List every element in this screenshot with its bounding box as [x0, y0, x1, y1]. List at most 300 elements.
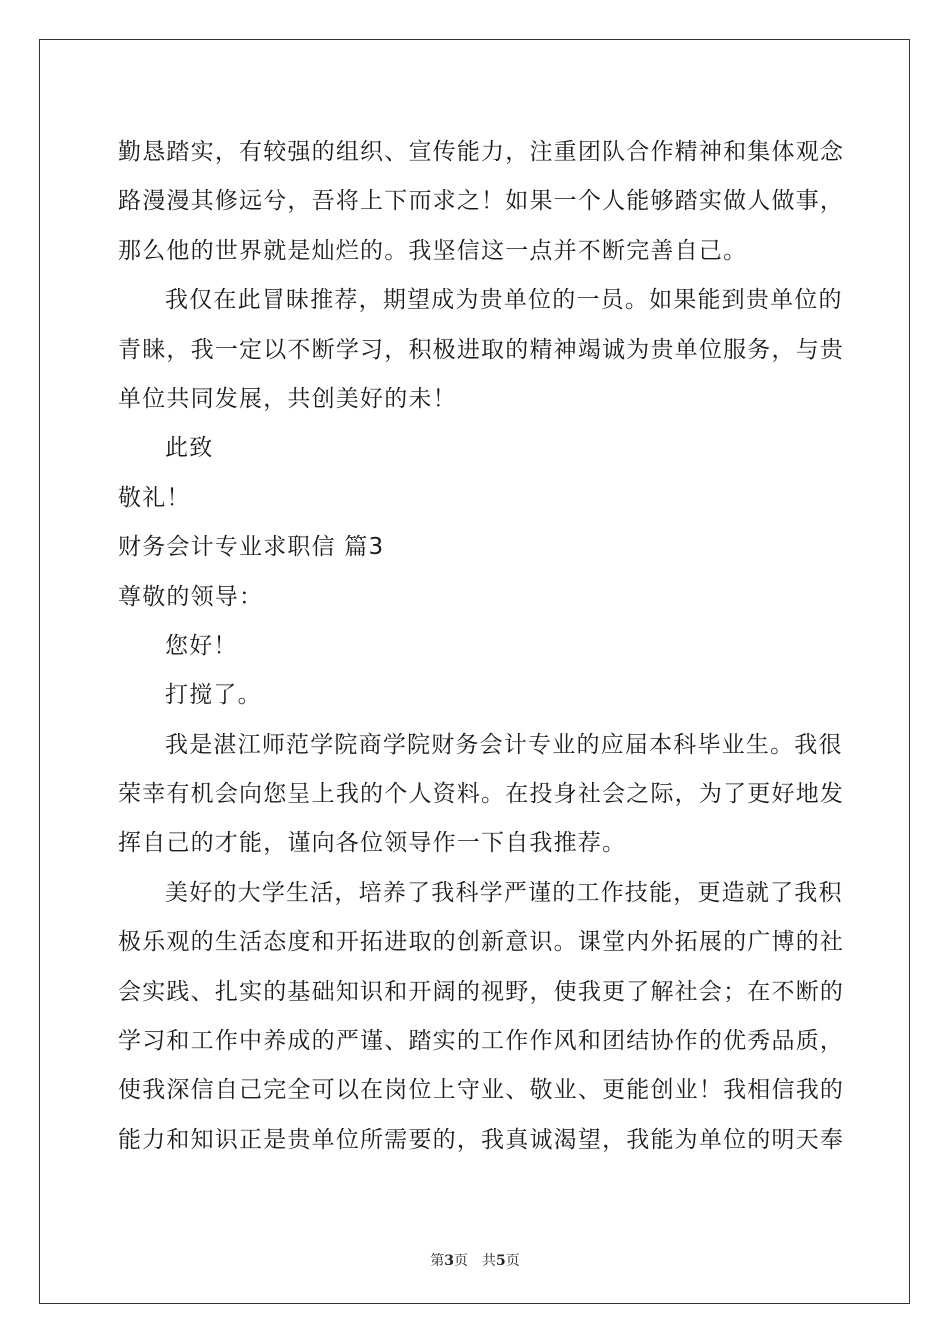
text-char: 敬	[529, 1077, 554, 1104]
text-char: 团	[577, 139, 603, 165]
text-char: 作	[650, 139, 675, 165]
text-char: 所	[360, 1126, 385, 1153]
text-char: 实	[239, 978, 264, 1005]
text-char: 的	[213, 879, 238, 906]
text-char: 商	[358, 731, 383, 758]
text-char: 创	[456, 929, 482, 956]
text-char: 。	[770, 731, 795, 758]
text-line	[118, 1066, 845, 1115]
text-char: 下	[384, 188, 409, 215]
closing-regards: 敬礼！	[118, 484, 191, 511]
text-char: 作	[214, 1028, 240, 1055]
text-char: 学	[261, 879, 287, 906]
text-char: 冒	[261, 287, 287, 314]
text-char: 如	[505, 188, 530, 215]
text-char: 。	[481, 781, 506, 808]
text-char: 优	[723, 1028, 748, 1055]
text-char: 养	[382, 879, 408, 906]
text-char: 外	[650, 929, 675, 956]
text-char: ，	[334, 879, 359, 906]
text-char: 诚	[602, 336, 627, 363]
text-char: 成	[287, 1028, 312, 1055]
text-char: 品	[771, 1028, 796, 1055]
text-char: 一	[553, 188, 578, 215]
text-char: 做	[723, 188, 748, 215]
text-char: 的	[747, 1126, 772, 1153]
text-line	[118, 326, 845, 375]
text-char: 活	[310, 879, 335, 906]
text-char: ，	[819, 1028, 845, 1055]
text-char: 野	[505, 978, 530, 1005]
text-char: 质	[795, 1028, 820, 1055]
text-char: 而	[408, 188, 433, 215]
text-char: 科	[455, 879, 480, 906]
text-char: 如	[649, 287, 674, 314]
text-char: ，	[674, 781, 699, 808]
text-char: 贵	[650, 336, 675, 363]
text-char: 有	[166, 781, 191, 808]
text-char: 届	[624, 731, 650, 758]
text-char: 生	[214, 929, 240, 956]
text-char: 取	[481, 336, 506, 363]
text-char: 位	[698, 336, 724, 363]
text-char: 生	[286, 879, 311, 906]
text-char: 。	[553, 929, 578, 956]
text-char: ！	[698, 1077, 724, 1104]
text-char: 我	[723, 1077, 748, 1104]
text-char: 了	[407, 879, 432, 906]
text-char: 会	[602, 781, 627, 808]
text-char: 、	[505, 1077, 530, 1104]
text-char: 我	[794, 879, 819, 906]
text-char: 大	[237, 879, 262, 906]
text-char: 是	[189, 731, 214, 758]
text-char: 事	[795, 188, 820, 215]
text-char: 的	[432, 929, 457, 956]
text-char: 以	[263, 336, 288, 363]
text-char: 勤	[118, 139, 143, 165]
text-char: 本	[649, 731, 674, 758]
text-char: 团	[602, 1028, 627, 1055]
text-char: 就	[745, 879, 771, 906]
text-char: 贵	[819, 336, 845, 363]
text-char: 堂	[602, 929, 627, 956]
text-char: 与	[795, 336, 820, 363]
text-char: 技	[624, 879, 650, 906]
text-char: 仅	[189, 287, 214, 314]
text-char: 院	[407, 731, 432, 758]
text-char: 的	[456, 978, 482, 1005]
text-char: 人	[408, 781, 433, 808]
text-char: 宣	[408, 139, 433, 165]
text-char: 不	[287, 336, 312, 363]
text-char: 路	[118, 188, 143, 215]
text-char: 了	[723, 781, 748, 808]
text-char: 习	[360, 336, 385, 363]
text-char: 投	[529, 781, 554, 808]
text-char: 守	[456, 1077, 482, 1104]
text-char: 我	[794, 731, 819, 758]
text-char: 知	[335, 978, 361, 1005]
text-char: 能	[626, 1077, 651, 1104]
text-char: 识	[214, 1126, 240, 1153]
text-char: 漫	[166, 188, 191, 215]
text-char: 我	[795, 1077, 820, 1104]
text-char: 修	[214, 188, 240, 215]
text-char: 重	[553, 139, 578, 165]
text-char: 能	[697, 287, 722, 314]
text-char: 我	[190, 336, 215, 363]
text-char: 深	[166, 1077, 191, 1104]
text-char: 我	[165, 287, 190, 314]
text-char: 谨	[360, 1028, 385, 1055]
text-char: 力	[142, 1126, 167, 1153]
text-char: 实	[142, 978, 167, 1005]
page-prefix: 第	[430, 1253, 445, 1269]
text-char: 学	[479, 879, 504, 906]
text-char: 我	[481, 1126, 506, 1153]
text-char: 创	[650, 1077, 675, 1104]
text-line: 单位共同发展，共创美好的未！	[118, 385, 457, 412]
text-char: 的	[552, 879, 577, 906]
text-char: 实	[190, 139, 215, 165]
text-char: 内	[626, 929, 651, 956]
paragraph-start-line	[118, 869, 843, 918]
text-char: 身	[553, 781, 578, 808]
text-char: 诚	[529, 1126, 554, 1153]
text-char: 有	[239, 139, 264, 165]
text-char: 贵	[479, 287, 504, 314]
text-char: 人	[602, 188, 627, 215]
text-char: 阔	[432, 978, 457, 1005]
text-char: 风	[553, 1028, 578, 1055]
text-char: 员	[600, 287, 625, 314]
paragraph-start-line	[118, 721, 843, 770]
text-char: ，	[673, 879, 698, 906]
text-char: 实	[432, 1028, 457, 1055]
text-char: 踏	[166, 139, 191, 165]
text-char: 幸	[142, 781, 167, 808]
text-line	[118, 1116, 845, 1165]
text-char: 合	[626, 139, 651, 165]
text-char: 较	[263, 139, 288, 165]
text-char: 可	[311, 1077, 336, 1104]
text-char: 了	[626, 978, 651, 1005]
text-char: 和	[166, 1126, 191, 1153]
text-char: 更	[747, 781, 772, 808]
text-char: 单	[311, 1126, 336, 1153]
text-char: 向	[239, 781, 264, 808]
text-line	[118, 918, 845, 967]
text-char: ，	[214, 139, 240, 165]
text-char: 料	[456, 781, 482, 808]
text-char: 使	[553, 978, 578, 1005]
section-heading: 财务会计专业求职信 篇3	[118, 534, 385, 561]
text-char: 远	[239, 188, 264, 215]
text-char: 范	[286, 731, 311, 758]
text-char: ！	[481, 188, 506, 215]
text-char: 会	[118, 978, 143, 1005]
text-char: 课	[577, 929, 603, 956]
text-char: 荣	[118, 781, 143, 808]
text-char: 视	[481, 978, 506, 1005]
text-char: 工	[190, 1028, 215, 1055]
text-char: 的	[552, 287, 577, 314]
text-char: 我	[626, 1126, 651, 1153]
text-char: 工	[576, 879, 601, 906]
text-char: 博	[771, 929, 796, 956]
text-char: 意	[505, 929, 530, 956]
text-char: 极	[118, 929, 143, 956]
text-line	[118, 1017, 845, 1066]
text-char: 信	[190, 1077, 215, 1104]
text-char: 在	[360, 1077, 385, 1104]
text-char: 恳	[142, 139, 167, 165]
text-char: 更	[602, 1077, 627, 1104]
text-char: 乐	[142, 929, 167, 956]
closing-salutation: 此致	[165, 435, 214, 462]
text-char: 上	[311, 781, 336, 808]
text-char: 、	[384, 1028, 409, 1055]
text-char: 观	[166, 929, 191, 956]
text-char: 断	[795, 978, 820, 1005]
text-char: 推	[310, 287, 335, 314]
text-char: 学	[382, 731, 408, 758]
text-char: 单	[674, 336, 699, 363]
text-char: 会	[479, 731, 504, 758]
text-char: 全	[287, 1077, 312, 1104]
page-mid: 页 共	[454, 1253, 496, 1269]
text-char: 以	[335, 1077, 361, 1104]
text-char: 上	[432, 1077, 457, 1104]
text-char: ，	[602, 1126, 627, 1153]
text-line	[118, 128, 845, 177]
text-char: 作	[505, 1028, 530, 1055]
text-char: 漫	[142, 188, 167, 215]
text-char: 能	[626, 188, 651, 215]
text-char: 望	[577, 1126, 603, 1153]
text-char: 其	[190, 188, 215, 215]
text-char: 青	[118, 336, 143, 363]
text-char: 广	[747, 929, 772, 956]
text-char: 岗	[384, 1077, 409, 1104]
text-char: 单	[698, 1126, 724, 1153]
text-char: 学	[118, 1028, 143, 1055]
text-char: 踏	[674, 188, 699, 215]
text-char: 正	[239, 1126, 264, 1153]
text-char: 的	[263, 978, 288, 1005]
text-char: 完	[263, 1077, 288, 1104]
text-char: 专	[528, 731, 553, 758]
text-char: 中	[239, 1028, 264, 1055]
text-char: 新	[481, 929, 506, 956]
greeting-recipient: 尊敬的领导：	[118, 583, 264, 610]
text-char: 作	[600, 879, 625, 906]
text-char: ，	[771, 336, 796, 363]
text-char: 成	[431, 287, 456, 314]
text-char: 识	[529, 929, 554, 956]
text-char: 务	[747, 336, 772, 363]
text-char: 神	[698, 139, 724, 165]
text-char: 、	[577, 1077, 603, 1104]
text-char: 组	[335, 139, 361, 165]
text-char: 严	[335, 1028, 361, 1055]
text-char: 和	[723, 139, 748, 165]
text-char: 真	[505, 1126, 530, 1153]
text-char: 的	[505, 336, 530, 363]
text-char: 观	[795, 139, 820, 165]
text-char: 将	[335, 188, 361, 215]
text-char: 培	[358, 879, 383, 906]
text-char: 己	[239, 1077, 264, 1104]
text-char: ，	[358, 287, 383, 314]
text-char: 天	[795, 1126, 820, 1153]
text-char: 度	[287, 929, 312, 956]
text-char: 的	[698, 1028, 724, 1055]
text-char: 力	[481, 139, 506, 165]
text-line: 那么他的世界就是灿烂的。我坚信这一点并不断完善自己。	[118, 237, 748, 264]
text-char: 积	[408, 336, 433, 363]
text-char: 精	[529, 336, 554, 363]
text-char: 贵	[745, 287, 771, 314]
text-char: 明	[771, 1126, 796, 1153]
text-char: 社	[577, 781, 603, 808]
text-char: 集	[747, 139, 772, 165]
text-char: 和	[577, 1028, 603, 1055]
text-char: 际	[650, 781, 675, 808]
greeting: 您好！	[165, 632, 238, 659]
text-line	[118, 968, 845, 1017]
text-char: ，	[384, 336, 409, 363]
text-char: 计	[503, 731, 529, 758]
text-char: 此	[237, 287, 262, 314]
text-char: 上	[360, 188, 385, 215]
text-char: 好	[771, 781, 796, 808]
total-pages-number: 5	[496, 1253, 506, 1269]
text-char: 作	[674, 1028, 699, 1055]
text-char: 开	[408, 978, 433, 1005]
text-char: 养	[263, 1028, 288, 1055]
text-char: 进	[456, 336, 482, 363]
text-char: 踏	[408, 1028, 433, 1055]
text-char: 求	[432, 188, 457, 215]
text-char: 贵	[287, 1126, 312, 1153]
text-char: 极	[432, 336, 457, 363]
text-char: 服	[723, 336, 748, 363]
text-char: 业	[552, 731, 577, 758]
text-char: 更	[697, 879, 722, 906]
text-char: 践	[166, 978, 191, 1005]
text-char: 好	[189, 879, 214, 906]
text-char: ；	[723, 978, 748, 1005]
text-char: 业	[553, 1077, 578, 1104]
text-char: 严	[503, 879, 529, 906]
text-char: 要	[408, 1126, 433, 1153]
text-char: 学	[310, 731, 335, 758]
text-char: 自	[214, 1077, 240, 1104]
text-char: 的	[818, 287, 843, 314]
text-char: 更	[602, 978, 627, 1005]
text-char: 渴	[553, 1126, 578, 1153]
text-char: 在	[505, 781, 530, 808]
text-char: 期	[382, 287, 408, 314]
text-char: 果	[673, 287, 698, 314]
text-char: 的	[311, 1028, 336, 1055]
text-char: 之	[626, 781, 651, 808]
text-char: 知	[190, 1126, 215, 1153]
text-char: ，	[287, 188, 312, 215]
text-char: 和	[311, 929, 336, 956]
text-char: 不	[771, 978, 796, 1005]
text-char: 一	[576, 287, 601, 314]
text-char: 学	[335, 336, 361, 363]
text-char: 院	[334, 731, 359, 758]
text-char: 到	[721, 287, 746, 314]
text-char: 为	[455, 287, 480, 314]
text-char: 美	[165, 879, 190, 906]
text-char: 的	[576, 731, 601, 758]
text-char: 能	[118, 1126, 143, 1153]
text-char: 湛	[213, 731, 238, 758]
text-char: 传	[432, 139, 457, 165]
text-char: 奉	[819, 1126, 845, 1153]
text-char: 我	[142, 1077, 167, 1104]
text-char: 进	[384, 929, 409, 956]
text-char: 兮	[263, 188, 288, 215]
text-char: 定	[239, 336, 264, 363]
text-char: 位	[335, 1126, 361, 1153]
text-char: 的	[795, 929, 820, 956]
text-char: 注	[529, 139, 554, 165]
text-char: 和	[166, 1028, 191, 1055]
text-char: 活	[239, 929, 264, 956]
text-char: 取	[408, 929, 433, 956]
text-char: 做	[771, 188, 796, 215]
text-char: 人	[747, 188, 772, 215]
text-char: 了	[770, 879, 795, 906]
text-char: 个	[577, 188, 603, 215]
text-char: 造	[721, 879, 746, 906]
text-char: 态	[263, 929, 288, 956]
text-char: 为	[674, 1126, 699, 1153]
text-char: 体	[771, 139, 796, 165]
text-char: ，	[505, 139, 530, 165]
text-char: 师	[261, 731, 287, 758]
text-char: 和	[384, 978, 409, 1005]
text-char: 习	[142, 1028, 167, 1055]
text-char: 业	[721, 731, 746, 758]
opening-line: 打搅了。	[165, 682, 262, 709]
text-char: 会	[698, 978, 724, 1005]
text-char: 应	[600, 731, 625, 758]
text-char: 的	[819, 1077, 845, 1104]
paragraph-start-line	[118, 276, 843, 325]
text-char: 识	[360, 978, 385, 1005]
text-char: 协	[650, 1028, 675, 1055]
text-char: 展	[698, 929, 724, 956]
text-char: 断	[311, 336, 336, 363]
text-char: 的	[360, 781, 385, 808]
text-char: 谨	[528, 879, 553, 906]
text-char: 睐	[142, 336, 167, 363]
text-char: 我	[577, 978, 603, 1005]
text-char: 够	[650, 188, 675, 215]
text-char: 队	[602, 139, 627, 165]
text-char: 发	[819, 781, 845, 808]
text-char: 之	[456, 188, 482, 215]
text-char: 您	[263, 781, 288, 808]
text-char: 工	[481, 1028, 506, 1055]
